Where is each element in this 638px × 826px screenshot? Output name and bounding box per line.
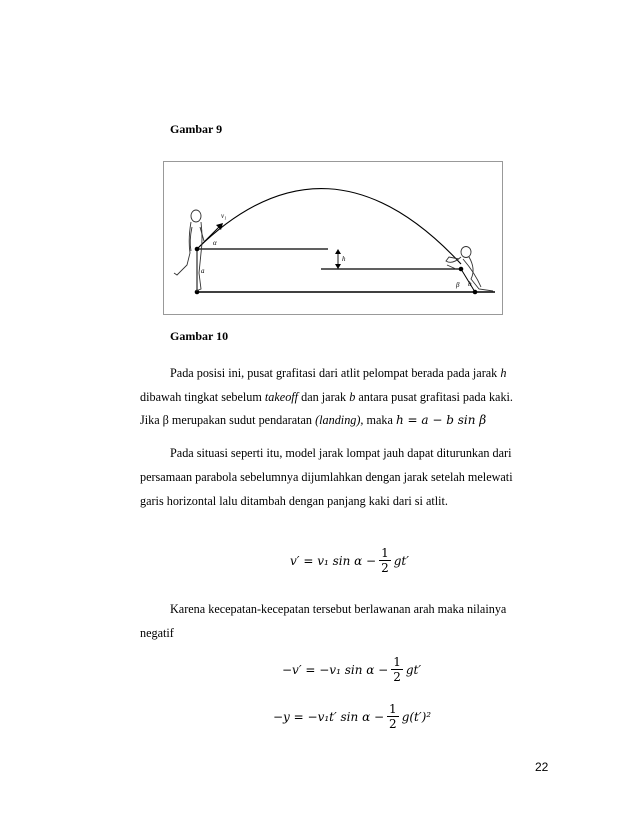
paragraph-2-line-2: persamaan parabola sebelumnya dijumlahkan dengan jarak setelah melewati xyxy=(140,470,513,484)
paragraph-2-line-1: Pada situasi seperti itu, model jarak lompat jauh dapat diturunkan dari xyxy=(170,446,512,460)
paragraph-2-line-3: garis horizontal lalu ditambah dengan panjang kaki dari si atlit. xyxy=(140,494,448,508)
h-label: h xyxy=(342,255,346,263)
alpha-label: α xyxy=(213,239,217,247)
paragraph-1-line-2: dibawah tingkat sebelum takeoff dan jarak b antara pusat grafitasi pada kaki. xyxy=(140,390,513,404)
equation-2: −v′ = −v₁ sin α − $\frac{1}{2}$ gt′ xyxy=(282,655,422,684)
paragraph-3-line-2: negatif xyxy=(140,626,174,640)
equation-1: v′ = v₁ sin α − $\frac{1}{2}$ gt′ xyxy=(290,546,409,575)
long-jump-diagram xyxy=(163,161,503,315)
page-number: 22 xyxy=(535,760,549,774)
paragraph-1-line-3: Jika β merupakan sudut pendaratan (landing), maka h = a − b sin β xyxy=(140,413,487,427)
figure-9-caption: Gambar 9 xyxy=(170,122,223,136)
figure-10-caption: Gambar 10 xyxy=(170,329,229,343)
a-label: a xyxy=(201,267,205,275)
beta-label: β xyxy=(456,281,460,289)
v1-label: v₁ xyxy=(221,212,227,220)
paragraph-3-line-1: Karena kecepatan-kecepatan tersebut berlawanan arah maka nilainya xyxy=(170,602,507,616)
paragraph-1-line-1: Pada posisi ini, pusat grafitasi dari atlit pelompat berada pada jarak h xyxy=(170,366,507,380)
equation-3: −y = −v₁t′ sin α − $\frac{1}{2}$ g(t′)² xyxy=(273,702,432,731)
b-label: b xyxy=(468,280,472,288)
